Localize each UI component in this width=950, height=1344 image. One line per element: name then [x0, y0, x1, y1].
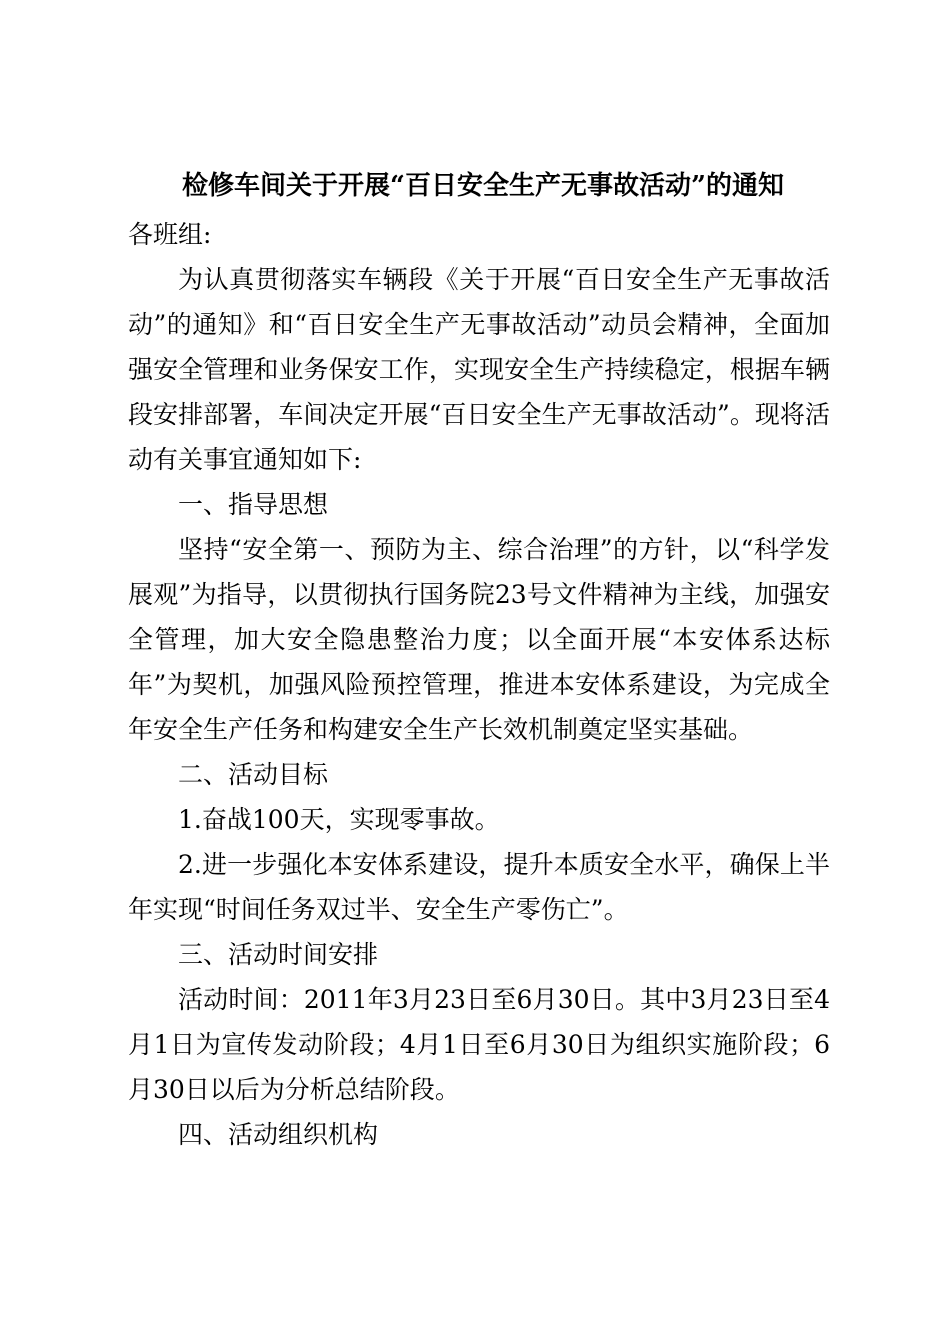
- intro-paragraph: 为认真贯彻落实车辆段《关于开展“百日安全生产无事故活动”的通知》和“百日安全生产无事故活动”动员会精神，全面加强安全管理和业务保安工作，实现安全生产持续稳定，根据车辆段安排部署，车间决定开展“百日安全生产无事故活动”。现将活动有关事宜通知如下:: [128, 265, 830, 474]
- section-heading-activity-goals: 二、活动目标: [178, 760, 329, 789]
- guiding-ideology-paragraph: 坚持“安全第一、预防为主、综合治理”的方针，以“科学发展观”为指导，以贯彻执行国务院23号文件精神为主线，加强安全管理，加大安全隐患整治力度；以全面开展“本安体系达标年”为契机，加强风险预控管理，推进本安体系建设，为完成全年安全生产任务和构建安全生产长效机制奠定坚实基础。: [128, 535, 830, 744]
- schedule-paragraph: 活动时间：2011年3月23日至6月30日。其中3月23日至4月1日为宣传发动阶段；4月1日至6月30日为组织实施阶段；6月30日以后为分析总结阶段。: [128, 985, 830, 1104]
- section-heading-guiding-ideology: 一、指导思想: [178, 490, 329, 519]
- section-heading-schedule: 三、活动时间安排: [178, 940, 379, 969]
- goal-item-1: 1.奋战100天，实现零事故。: [178, 805, 500, 834]
- section-heading-organization: 四、活动组织机构: [178, 1120, 379, 1149]
- document-title: 检修车间关于开展“百日安全生产无事故活动”的通知: [182, 171, 784, 201]
- goal-item-2: 2.进一步强化本安体系建设，提升本质安全水平，确保上半年实现“时间任务双过半、安全生产零伤亡”。: [128, 850, 830, 924]
- document-body: [128, 212, 830, 1157]
- salutation: 各班组:: [128, 220, 212, 249]
